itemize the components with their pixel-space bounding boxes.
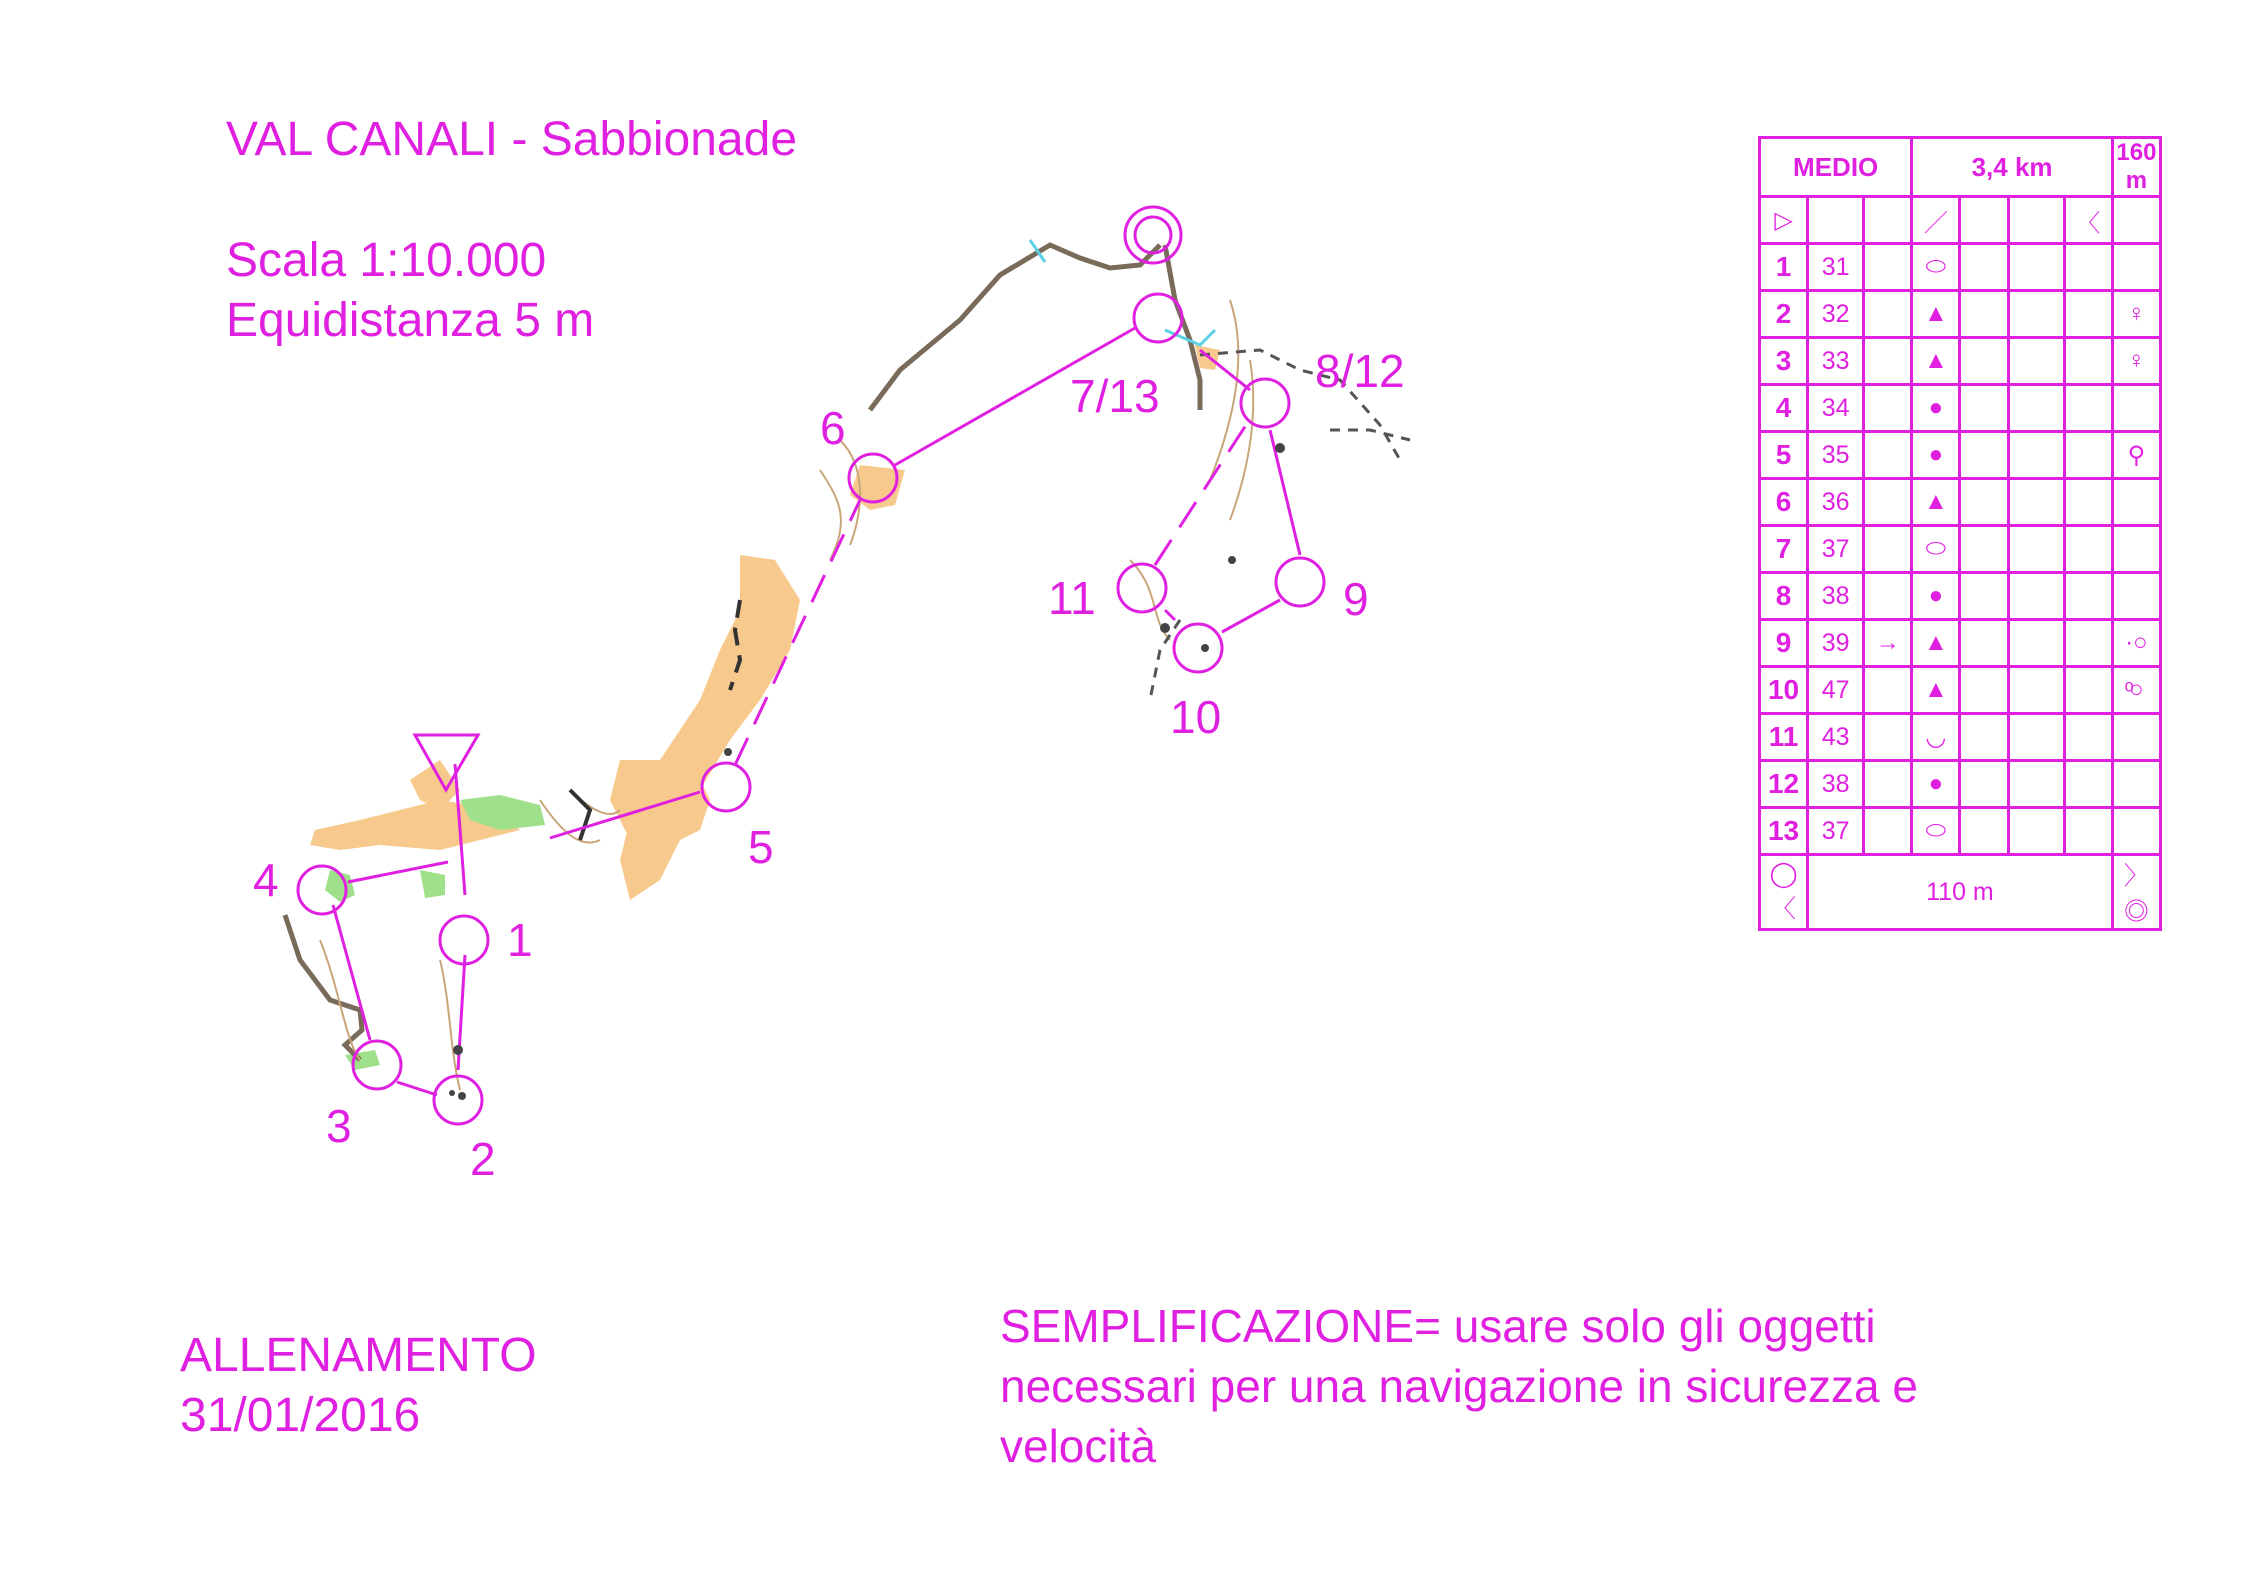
control-code: 37 [1808,808,1864,855]
vegetation-area [420,870,445,898]
appearance [1960,385,2008,432]
which-feature [1864,385,1912,432]
control-code: 34 [1808,385,1864,432]
feature-symbol: ◡ [1912,714,1960,761]
label-control-1: 1 [507,914,533,966]
label-control-11: 11 [1048,572,1096,624]
control-7-13 [1134,294,1182,342]
appearance [1960,808,2008,855]
control-description-table [1758,136,2162,931]
finish-inner [1135,217,1171,253]
control-code: 32 [1808,291,1864,338]
label-control-9: 9 [1343,573,1369,625]
appearance [1960,714,2008,761]
location [2064,244,2112,291]
appearance [1960,338,2008,385]
which-feature [1864,714,1912,761]
control-number: 4 [1760,385,1808,432]
description-row [1760,573,2161,620]
appearance [1960,526,2008,573]
other-info: ͦ○ [2112,667,2160,714]
dimensions [2008,338,2064,385]
description-row [1760,761,2161,808]
other-info [2112,761,2160,808]
which-feature [1864,244,1912,291]
dimensions [2008,291,2064,338]
course-climb: 160 m [2112,138,2160,197]
start-icon: ▷ [1760,197,1808,244]
description-row [1760,714,2161,761]
appearance [1960,667,2008,714]
which-feature [1864,573,1912,620]
location [2064,291,2112,338]
appearance [1960,244,2008,291]
appearance [1960,620,2008,667]
dimensions [2008,808,2064,855]
control-code: 33 [1808,338,1864,385]
description-row [1760,620,2161,667]
feature-symbol: ▲ [1912,620,1960,667]
label-control-4: 4 [253,854,279,906]
control-code: 47 [1808,667,1864,714]
course-class: MEDIO [1760,138,1912,197]
label-control-6: 6 [820,402,846,454]
simplification-note: SEMPLIFICAZIONE= usare solo gli oggetti necessari per una navigazione in sicurezza e velocità [1000,1300,1918,1472]
other-info: ♀ [2112,338,2160,385]
course-legs [333,328,1300,1095]
location [2064,667,2112,714]
control-5 [702,763,750,811]
dimensions [2008,526,2064,573]
map-scale: Scala 1:10.000 [226,234,547,287]
location [2064,479,2112,526]
which-feature [1864,667,1912,714]
control-number: 5 [1760,432,1808,479]
location [2064,338,2112,385]
contour-interval: Equidistanza 5 m [226,294,595,347]
event-name: ALLENAMENTO [180,1329,537,1382]
label-control-7-13: 7/13 [1070,370,1160,422]
which-feature [1864,526,1912,573]
which-feature: → [1864,620,1912,667]
label-control-5: 5 [748,821,774,873]
other-info [2112,526,2160,573]
dimensions [2008,714,2064,761]
control-number: 9 [1760,620,1808,667]
map-title: VAL CANALI - Sabbionade [226,113,798,166]
which-feature [1864,432,1912,479]
feature-symbol: ▲ [1912,667,1960,714]
appearance [1960,573,2008,620]
which-feature [1864,338,1912,385]
description-row [1760,338,2161,385]
other-info: ♀ [2112,291,2160,338]
control-code: 38 [1808,573,1864,620]
dimensions [2008,620,2064,667]
control-code: 43 [1808,714,1864,761]
which-feature [1864,479,1912,526]
path-dashed [1330,430,1410,440]
point-features [449,443,1285,1100]
dimensions [2008,573,2064,620]
dimensions [2008,761,2064,808]
feature-symbol: ⬭ [1912,808,1960,855]
control-number: 11 [1760,714,1808,761]
control-11 [1118,564,1166,612]
other-info: ⚲ [2112,432,2160,479]
start-line-icon: ／ [1912,197,1960,244]
description-row [1760,385,2161,432]
dimensions [2008,385,2064,432]
control-number: 3 [1760,338,1808,385]
feature-symbol: ● [1912,385,1960,432]
description-row [1760,244,2161,291]
feature-symbol: ⬭ [1912,526,1960,573]
appearance [1960,479,2008,526]
appearance [1960,761,2008,808]
label-control-2: 2 [470,1133,496,1185]
other-info: ·○ [2112,620,2160,667]
other-info [2112,808,2160,855]
control-code: 38 [1808,761,1864,808]
finish-start-icon: ◯〈 [1760,855,1808,930]
control-number: 13 [1760,808,1808,855]
location [2064,620,2112,667]
description-row [1760,667,2161,714]
track [1165,245,1200,410]
control-8-12 [1241,379,1289,427]
control-number: 10 [1760,667,1808,714]
description-row [1760,291,2161,338]
control-10 [1174,624,1222,672]
feature-symbol: ▲ [1912,479,1960,526]
dimensions [2008,479,2064,526]
location [2064,761,2112,808]
which-feature [1864,761,1912,808]
dimensions [2008,244,2064,291]
which-feature [1864,291,1912,338]
other-info [2112,479,2160,526]
feature-symbol: ● [1912,761,1960,808]
feature-symbol: ● [1912,573,1960,620]
control-number: 7 [1760,526,1808,573]
label-control-8-12: 8/12 [1315,345,1405,397]
feature-symbol: ● [1912,432,1960,479]
description-row [1760,432,2161,479]
event-date: 31/01/2016 [180,1389,421,1442]
location [2064,714,2112,761]
control-code: 39 [1808,620,1864,667]
description-row [1760,479,2161,526]
feature-symbol: ▲ [1912,291,1960,338]
control-code: 36 [1808,479,1864,526]
control-code: 35 [1808,432,1864,479]
dimensions [2008,432,2064,479]
control-number: 6 [1760,479,1808,526]
feature-symbol: ▲ [1912,338,1960,385]
control-number: 12 [1760,761,1808,808]
other-info [2112,244,2160,291]
label-control-10: 10 [1170,691,1222,743]
location [2064,385,2112,432]
dimensions [2008,667,2064,714]
appearance [1960,291,2008,338]
course-length: 3,4 km [1912,138,2112,197]
feature-symbol: ⬭ [1912,244,1960,291]
control-number: 1 [1760,244,1808,291]
control-9 [1276,558,1324,606]
control-description-sheet [1758,136,2162,926]
which-feature [1864,808,1912,855]
label-control-3: 3 [326,1100,352,1152]
location [2064,432,2112,479]
location [2064,808,2112,855]
location [2064,526,2112,573]
other-info [2112,573,2160,620]
description-row [1760,526,2161,573]
control-number: 2 [1760,291,1808,338]
location [2064,573,2112,620]
control-number: 8 [1760,573,1808,620]
start-angle-icon: 〈 [2064,197,2112,244]
appearance [1960,432,2008,479]
other-info [2112,385,2160,432]
control-code: 31 [1808,244,1864,291]
finish-distance: 110 m [1808,855,2113,930]
finish-icon: 〉◎ [2112,855,2160,930]
other-info [2112,714,2160,761]
control-code: 37 [1808,526,1864,573]
description-row [1760,808,2161,855]
